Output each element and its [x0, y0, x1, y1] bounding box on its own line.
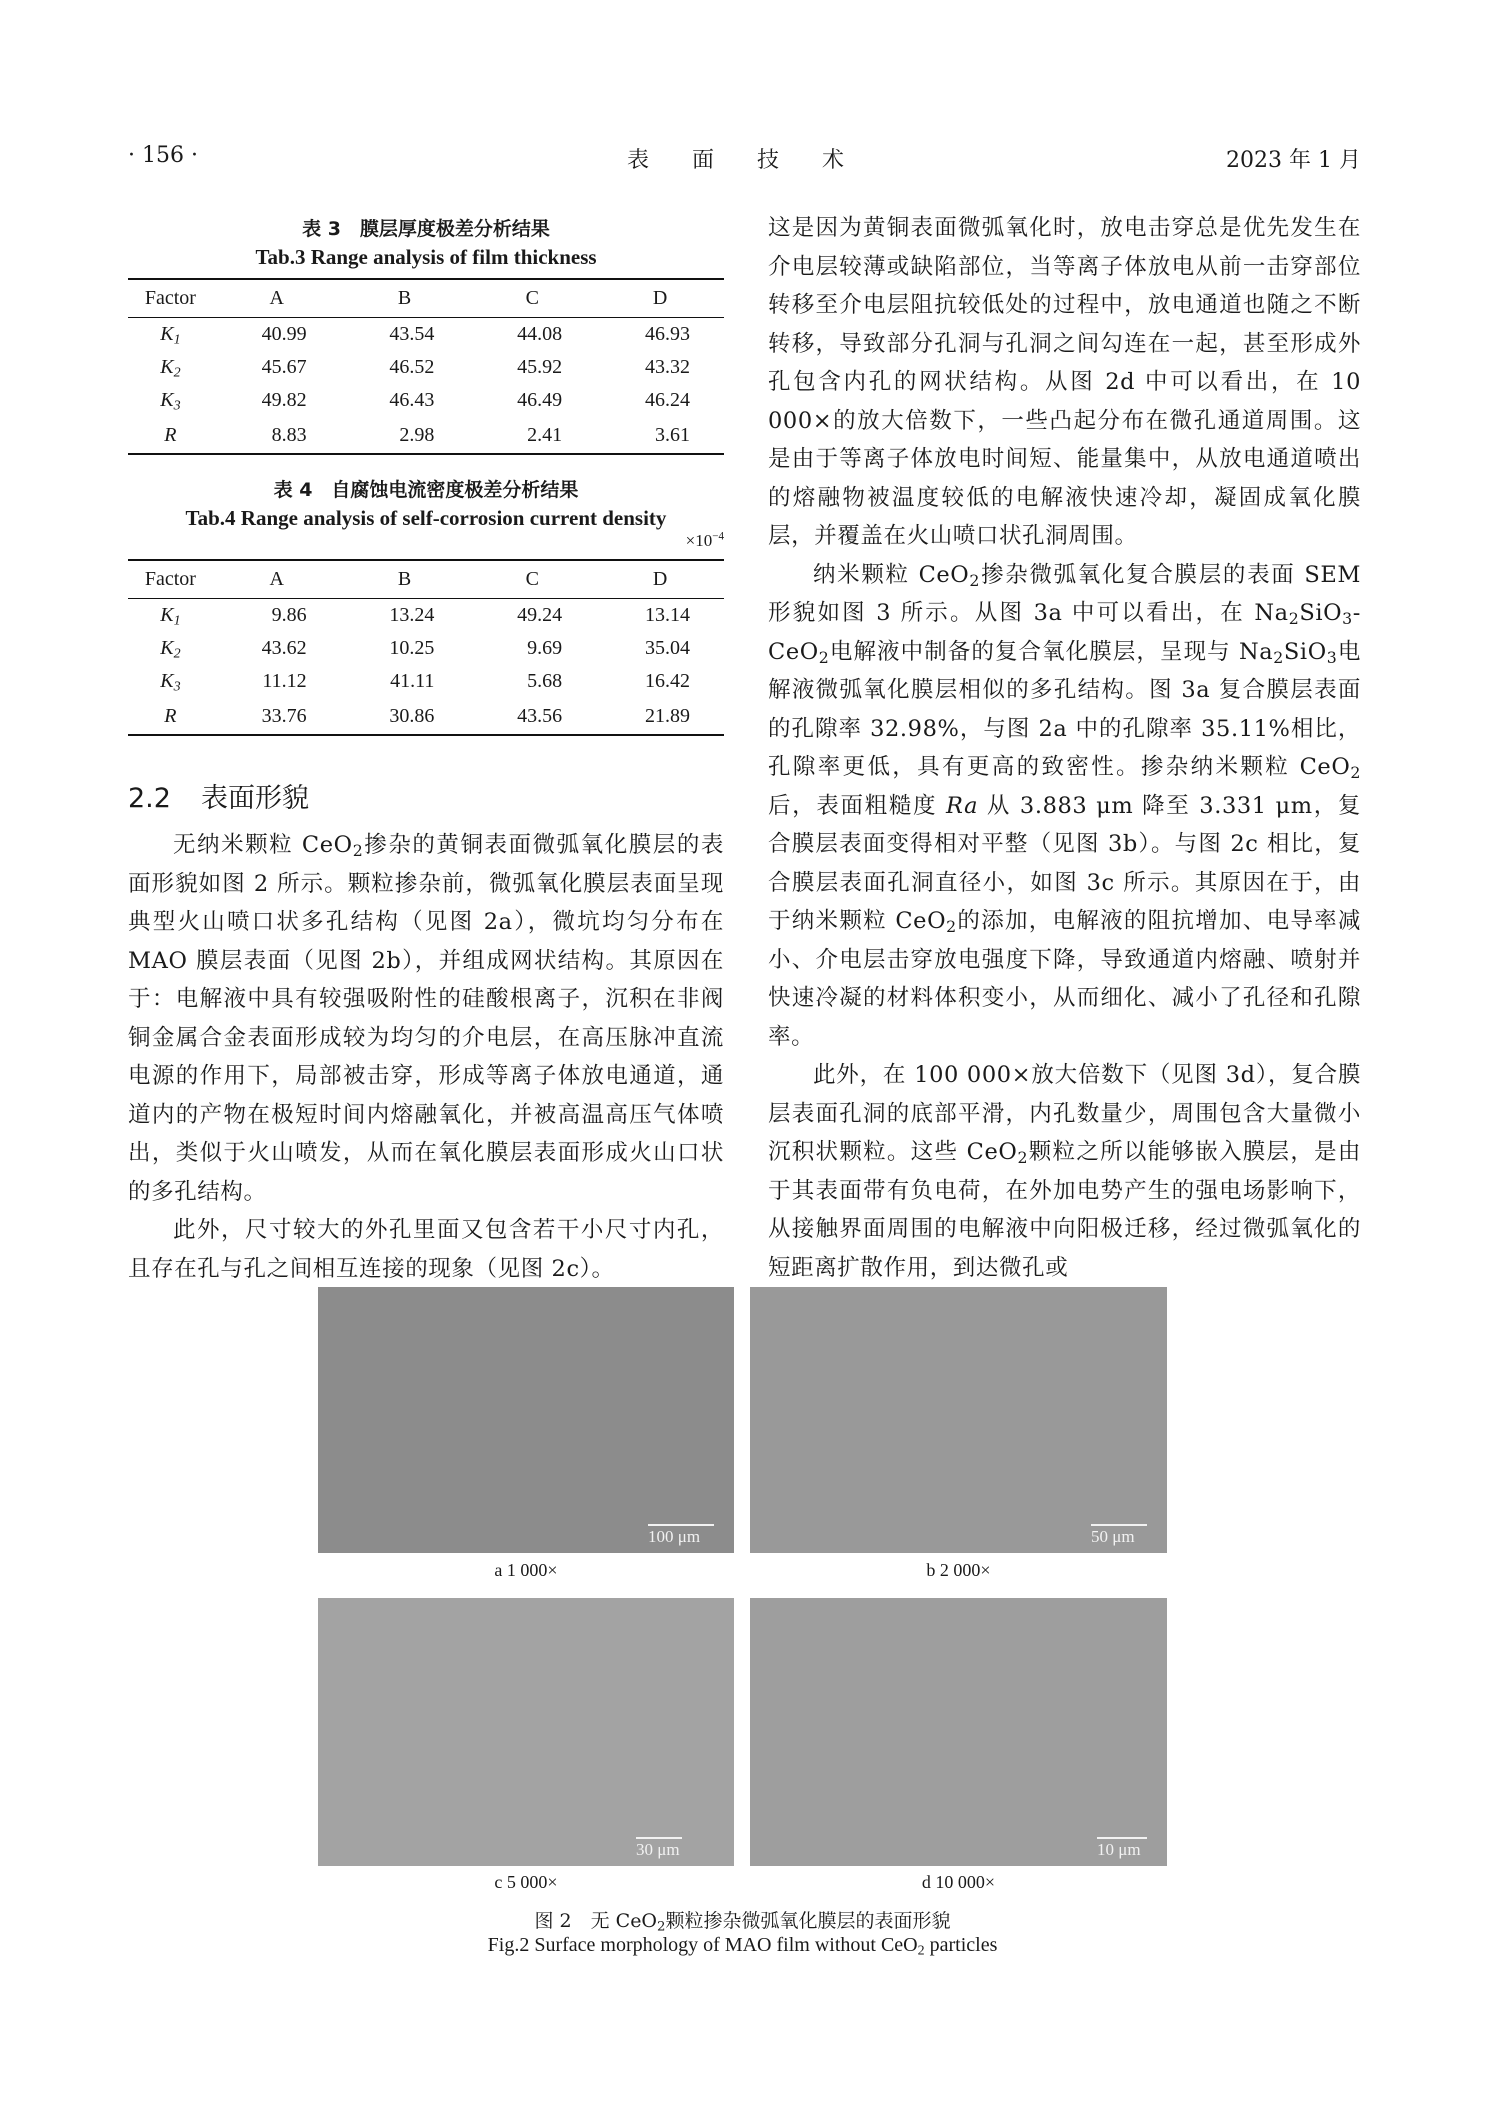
page-header: [128, 143, 1361, 179]
right-body-text: [768, 209, 1361, 1287]
table-cell: 9.69: [527, 637, 563, 659]
table3-caption-en: Tab.3 Range analysis of film thickness: [255, 245, 597, 269]
section-number: 2.2: [128, 783, 171, 814]
table-cell: 33.76: [213, 698, 341, 735]
table3-col-factor: Factor: [128, 279, 213, 318]
table3-block: [128, 214, 724, 455]
panel-label-c: c 5 000×: [494, 1872, 558, 1892]
paragraph: 此外，尺寸较大的外孔里面又包含若干小尺寸内孔，且存在孔与孔之间相互连接的现象（见图 2c）。: [128, 1217, 724, 1282]
table-cell: 41.11: [390, 670, 435, 692]
row-factor: R: [128, 698, 213, 735]
table-cell: 5.68: [527, 670, 563, 692]
table-cell: 46.52: [389, 356, 435, 378]
table-row: [128, 599, 724, 633]
table-cell: 10.25: [389, 637, 435, 659]
table-cell: 35.04: [645, 637, 690, 659]
figure2-caption-cn: 图 2 无 CeO$_2$颗粒掺杂微弧氧化膜层的表面形貌: [534, 1910, 951, 1935]
table3-caption-cn: 表 3 膜层厚度极差分析结果: [302, 218, 550, 240]
table-cell: 2.41: [468, 417, 596, 454]
table4-unit: $\times 10^{-4}$: [685, 530, 724, 550]
table-row: [128, 698, 724, 735]
table-cell: 43.56: [468, 698, 596, 735]
journal-title: 表 面 技 术: [627, 148, 862, 173]
table4-col-a: A: [213, 560, 341, 599]
scale-bar-a: 100 μm: [648, 1524, 714, 1547]
table-row: [128, 351, 724, 384]
table-cell: 43.54: [389, 323, 435, 345]
panel-label-a: a 1 000×: [494, 1560, 558, 1580]
table4-header-row: [128, 560, 724, 599]
scale-bar-d: 10 μm: [1097, 1837, 1147, 1860]
table-cell: 16.42: [645, 670, 690, 692]
panel-label-d: d 10 000×: [921, 1872, 996, 1892]
table4-col-factor: Factor: [128, 560, 213, 599]
table-cell: 8.83: [213, 417, 341, 454]
table-cell: 40.99: [261, 323, 307, 345]
row-factor: $K_1$: [160, 323, 181, 348]
figure2-caption-en: Fig.2 Surface morphology of MAO film without CeO$_2$ particles: [487, 1934, 998, 1959]
table-row: [128, 318, 724, 352]
scale-bar-b: 50 μm: [1091, 1524, 1147, 1547]
section-heading: [128, 776, 724, 815]
table-cell: 46.93: [645, 323, 690, 345]
table3-col-b: B: [341, 279, 469, 318]
table-cell: 30.86: [341, 698, 469, 735]
table-row: [128, 632, 724, 665]
row-factor: R: [128, 417, 213, 454]
table4-col-d: D: [596, 560, 724, 599]
row-factor: $K_3$: [160, 389, 181, 414]
sem-texture-a: [318, 1287, 734, 1553]
table3-col-c: C: [468, 279, 596, 318]
panel-label-b: b 2 000×: [926, 1560, 991, 1580]
table-row: [128, 417, 724, 454]
table-cell: 11.12: [262, 670, 307, 692]
table-cell: 21.89: [596, 698, 724, 735]
section-title: 表面形貌: [200, 783, 309, 814]
table-row: [128, 384, 724, 417]
table-cell: 46.24: [645, 389, 690, 411]
table-cell: 2.98: [341, 417, 469, 454]
row-factor: $K_1$: [160, 604, 181, 629]
paragraph: 无纳米颗粒 CeO$_2$掺杂的黄铜表面微弧氧化膜层的表面形貌如图 2 所示。颗粒掺杂前，微弧氧化膜层表面呈现典型火山喷口状多孔结构（见图 2a），微坑均匀分布在 MAO 膜层表面（见图 2b），并组成网状结构。其原因在于：电解液中具有较强吸附性的硅酸根离子，沉积在非阀铜金属合金表面形成较为均匀的介电层，在高压脉冲直流电源的作用下，局部被击穿，形成等离子体放电通道，通道内的产物在极短时间内熔融氧化，并被高温高压气体喷出，类似于火山喷发，从而在氧化膜层表面形成火山口状的多孔结构。: [128, 832, 724, 1205]
table4: [128, 559, 724, 736]
paragraph: 纳米颗粒 CeO$_2$掺杂微弧氧化复合膜层的表面 SEM 形貌如图 3 所示。从图 3a 中可以看出，在 $Na_2SiO_3-CeO_2$电解液中制备的复合氧化膜层，呈现与 $Na_2SiO_3$电解液微弧氧化膜层相似的多孔结构。图 3a 复合膜层表面的孔隙率 32.98%，与图 2a 中的孔隙率 35.11%相比，孔隙率更低，具有更高的致密性。掺杂纳米颗粒 CeO$_2$后，表面粗糙度 Ra 从 3.883 μm 降至 3.331 μm，复合膜层表面变得相对平整（见图 3b）。与图 2c 相比，复合膜层表面孔洞直径小，如图 3c 所示。其原因在于，由于纳米颗粒 CeO$_2$的添加，电解液的阻抗增加、电导率减小、介电层击穿放电强度下降，导致通道内熔融、喷射并快速冷凝的材料体积变小，从而细化、减小了孔径和孔隙率。: [768, 561, 1362, 1050]
page-number: · 156 ·: [128, 143, 198, 168]
table-cell: 45.92: [517, 356, 563, 378]
table4-col-b: B: [341, 560, 469, 599]
table-cell: 49.82: [261, 389, 307, 411]
table-cell: 9.86: [271, 604, 307, 626]
left-body-text: [128, 826, 724, 1288]
table3: [128, 278, 724, 455]
table-cell: 13.14: [645, 604, 690, 626]
table3-col-d: D: [596, 279, 724, 318]
row-factor: $K_2$: [160, 356, 181, 381]
sem-image-c: [318, 1598, 734, 1866]
sem-image-a: [318, 1287, 734, 1553]
sem-texture-d: [750, 1598, 1167, 1866]
sem-image-d: [750, 1598, 1167, 1866]
row-factor: $K_3$: [160, 670, 181, 695]
table4-col-c: C: [468, 560, 596, 599]
table-cell: 43.62: [261, 637, 307, 659]
table4-caption-en: Tab.4 Range analysis of self-corrosion current density: [185, 506, 667, 530]
table4-block: [128, 475, 724, 736]
sem-texture-b: [750, 1287, 1167, 1553]
table-cell: 13.24: [389, 604, 435, 626]
table3-header-row: [128, 279, 724, 318]
table-row: [128, 665, 724, 698]
table3-col-a: A: [213, 279, 341, 318]
table-cell: 46.49: [517, 389, 563, 411]
table-cell: 45.67: [261, 356, 307, 378]
table-cell: 44.08: [517, 323, 563, 345]
paragraph: 此外，在 100 000×放大倍数下（见图 3d），复合膜层表面孔洞的底部平滑，内孔数量少，周围包含大量微小沉积状颗粒。这些 CeO$_2$颗粒之所以能够嵌入膜层，是由于其表面带有负电荷，在外加电势产生的强电场影响下，从接触界面周围的电解液中向阳极迁移，经过微弧氧化的短距离扩散作用，到达微孔或: [768, 1062, 1361, 1281]
table-cell: 49.24: [517, 604, 563, 626]
paragraph: 这是因为黄铜表面微弧氧化时，放电击穿总是优先发生在介电层较薄或缺陷部位，当等离子体放电从前一击穿部位转移至介电层阻抗较低处的过程中，放电通道也随之不断转移，导致部分孔洞与孔洞之间勾连在一起，甚至形成外孔包含内孔的网状结构。从图 2d 中可以看出，在 10 000×的放大倍数下，一些凸起分布在微孔通道周围。这是由于等离子体放电时间短、能量集中，从放电通道喷出的熔融物被温度较低的电解液快速冷却，凝固成氧化膜层，并覆盖在火山喷口状孔洞周围。: [768, 215, 1361, 549]
table4-caption-cn: 表 4 自腐蚀电流密度极差分析结果: [273, 479, 579, 501]
sem-texture-c: [318, 1598, 734, 1866]
table-cell: 3.61: [596, 417, 724, 454]
scale-bar-c: 30 μm: [636, 1837, 682, 1860]
issue-date: 2023 年 1 月: [1226, 148, 1361, 173]
row-factor: $K_2$: [160, 637, 181, 662]
table-cell: 46.43: [389, 389, 435, 411]
table-cell: 43.32: [645, 356, 690, 378]
sem-image-b: [750, 1287, 1167, 1553]
